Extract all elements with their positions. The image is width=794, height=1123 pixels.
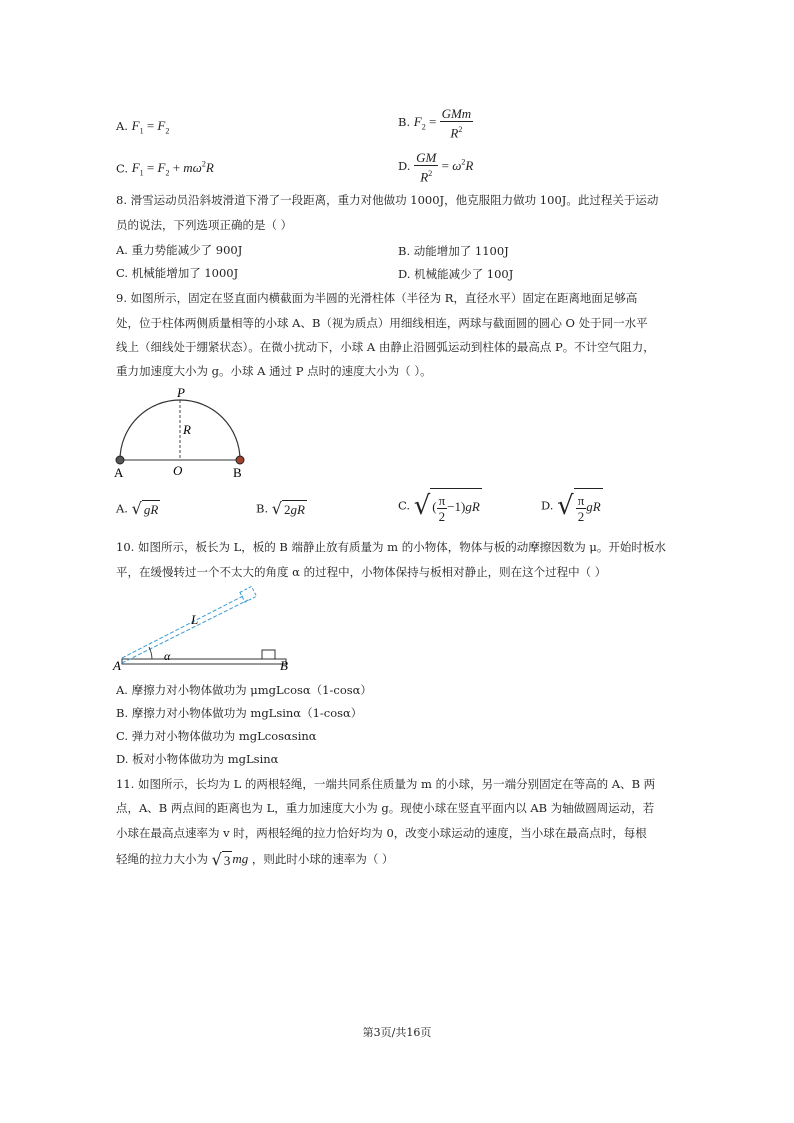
q11-stem-line-4: 轻绳的拉力大小为 √ 3 mg ，则此时小球的速率为（ ） [116,849,394,869]
page-number-footer: 第3页/共16页 [362,1026,432,1039]
q8-option-d[interactable]: D. 机械能减少了 100J [398,267,514,281]
label-alpha: α [164,649,171,663]
q10-stem-line-1: 10. 如图所示，板长为 L，板的 B 端静止放有质量为 m 的小物体，物体与板的动摩擦因数为 μ。开始时板水 [116,540,666,554]
q7-option-b[interactable]: B. $F_2$ = $\frac{\text{GMm}}{R^2}$ [398,106,472,141]
option-label: A. [116,501,128,516]
q8-stem-line-2: 员的说法，下列选项正确的是（ ） [116,218,293,232]
option-label: B. [256,501,269,516]
q11-stem-line-2: 点，A、B 两点间的距离也为 L，重力加速度大小为 g。现使小球在竖直平面内以 AB 为轴做圆周运动，若 [116,801,655,815]
q9-option-d[interactable]: D. √ $\frac{\pi}{2}$ gR [541,488,603,525]
q7-option-d[interactable]: D. $\frac{GM}{R^2}$ = $\omega^2R$ [398,150,474,185]
option-label: D. [541,498,554,513]
q8-stem-line-1: 8. 滑雪运动员沿斜坡滑道下滑了一段距离，重力对他做功 1000J，他克服阻力做功 100J。此过程关于运动 [116,193,659,207]
board-horizontal [122,659,286,664]
ball-b [236,456,244,464]
q10-option-c[interactable]: C. 弹力对小物体做功为 mgLcosαsinα [116,729,317,743]
stem-text-before-formula: 轻绳的拉力大小为 [116,852,208,866]
q7-option-c[interactable]: C. $F_1 = F_2 + m\omega^2R$ [116,160,214,178]
q9-option-c[interactable]: C. √ ( $\frac{\pi}{2}$ −1)gR [398,488,482,525]
q8-option-a[interactable]: A. 重力势能减少了 900J [116,243,243,257]
q8-option-c[interactable]: C. 机械能增加了 1000J [116,266,239,280]
label-l: L [191,612,199,627]
label-a: A [113,658,121,673]
q9-semicircle-figure [108,385,258,480]
small-block [262,650,275,659]
option-label: B. [398,115,411,130]
label-b: B [280,658,288,673]
q9-option-b[interactable]: B. √ 2gR [256,499,305,518]
option-label: A. [116,119,128,133]
q9-stem-line-4: 重力加速度大小为 g。小球 A 通过 P 点时的速度大小为（ ）。 [116,364,432,378]
label-a: A [114,465,124,480]
option-label: C. [116,161,129,176]
q11-stem-line-3: 小球在最高点速率为 v 时，两根轻绳的拉力恰好均为 0，改变小球运动的速度，当小球在最高点时，每根 [116,826,647,840]
q10-option-a[interactable]: A. 摩擦力对小物体做功为 μmgLcosα（1-cosα） [116,683,372,697]
rotated-block [240,586,257,602]
q8-option-b[interactable]: B. 动能增加了 1100J [398,244,509,258]
label-p: P [177,385,185,400]
label-b: B [233,465,242,480]
option-label: C. [398,498,411,513]
q10-option-b[interactable]: B. 摩擦力对小物体做功为 mgLsinα（1-cosα） [116,706,363,720]
q7-option-a[interactable]: A. $F_1 = F_2$ [116,118,170,136]
stem-text-after-formula: ，则此时小球的速率为（ ） [251,852,394,866]
tension-formula: √ 3 [211,849,231,869]
q9-stem-line-2: 处，位于柱体两侧质量相等的小球 A、B（视为质点）用细线相连，两球与截面圆的圆心 O 处于同一水平 [116,316,648,330]
q9-option-a[interactable]: A. √ gR [116,499,159,518]
q9-stem-line-3: 线上（细线处于绷紧状态）。在微小扰动下，小球 A 由静止沿圆弧运动到柱体的最高点 P。不计空气阻力， [116,340,655,354]
q9-stem-line-1: 9. 如图所示，固定在竖直面内横截面为半圆的光滑柱体（半径为 R，直径水平）固定在距离地面足够高 [116,291,638,305]
q10-stem-line-2: 平，在缓慢转过一个不太大的角度 α 的过程中，小物体保持与板相对静止，则在这个过程中（ ） [116,565,607,579]
rotated-board-lower-edge [122,600,248,663]
label-r: R [183,422,191,437]
label-o: O [173,463,183,478]
option-label: D. [398,159,411,174]
q11-stem-line-1: 11. 如图所示，长均为 L 的两根轻绳，一端共同系住质量为 m 的小球，另一端分别固定在等高的 A、B 两 [116,777,656,791]
q10-incline-figure [110,585,300,675]
ball-a [116,456,124,464]
q10-option-d[interactable]: D. 板对小物体做功为 mgLsinα [116,752,279,766]
rotated-board-upper-edge [122,595,245,658]
